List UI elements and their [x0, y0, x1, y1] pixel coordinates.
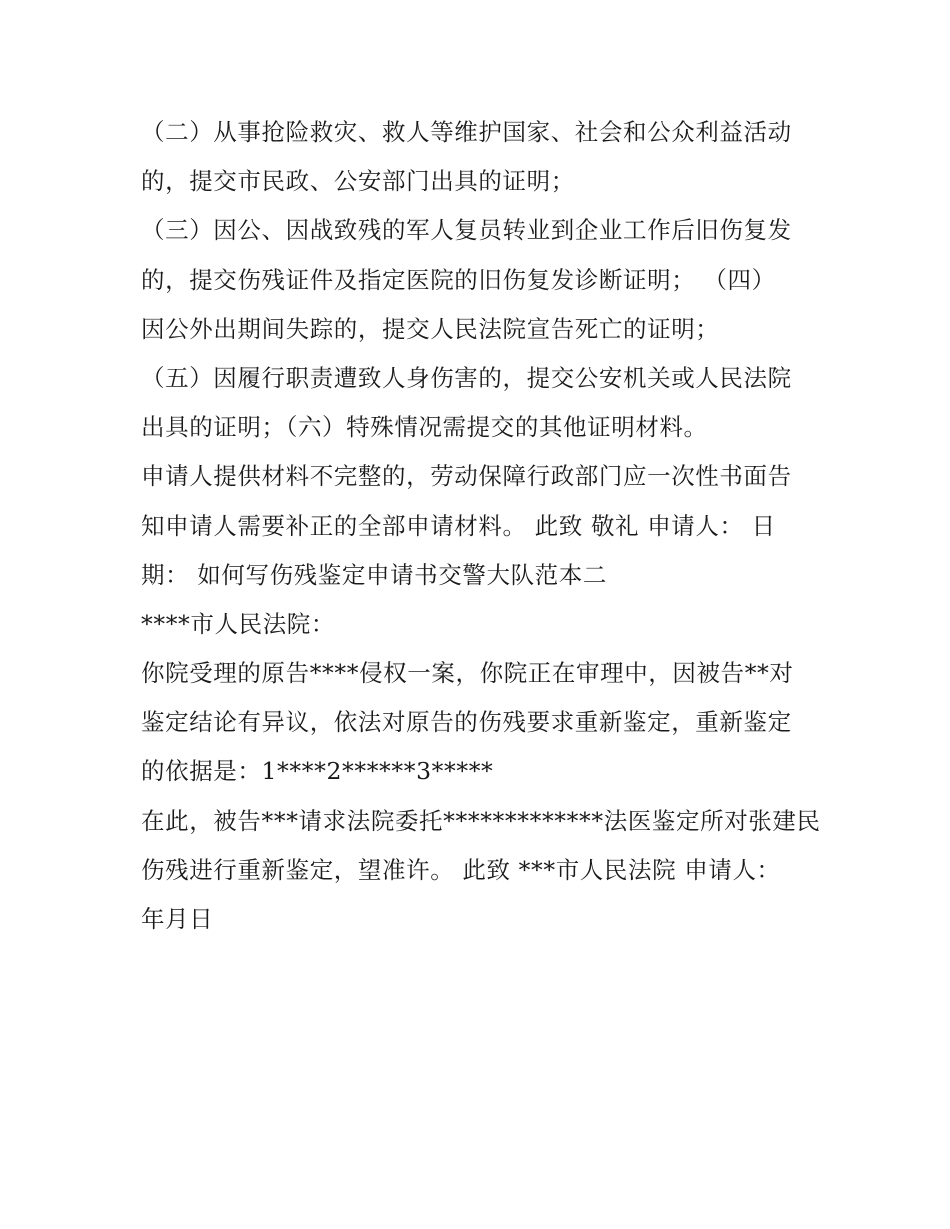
text-line: 出具的证明；（六）特殊情况需提交的其他证明材料。 — [141, 413, 708, 442]
text-line: （三）因公、因战致残的军人复员转业到企业工作后旧伤复发 — [141, 216, 792, 245]
text-line: 在此，被告***请求法院委托*************法医鉴定所对张建民 — [141, 806, 821, 835]
document-body — [141, 108, 831, 944]
text-line: 的，提交伤残证件及指定医院的旧伤复发诊断证明； （四） — [141, 265, 776, 294]
text-line: 申请人提供材料不完整的，劳动保障行政部门应一次性书面告 — [141, 462, 792, 491]
text-line: （二）从事抢险救灾、救人等维护国家、社会和公众利益活动 — [141, 118, 792, 146]
text-line: 你院受理的原告****侵权一案，你院正在审理中，因被告**对 — [141, 659, 794, 688]
text-line: 期： 如何写伤残鉴定申请书交警大队范本二 — [141, 560, 607, 589]
text-line: 的，提交市民政、公安部门出具的证明； — [141, 167, 575, 196]
text-line: 伤残进行重新鉴定，望准许。 此致 ***市人民法院 申请人： — [141, 855, 781, 884]
text-line: （五）因履行职责遭致人身伤害的，提交公安机关或人民法院 — [141, 363, 792, 392]
text-line: ****市人民法院： — [141, 609, 335, 638]
text-line: 鉴定结论有异议，依法对原告的伤残要求重新鉴定，重新鉴定 — [141, 708, 792, 737]
text-line: 的依据是：1****2******3***** — [141, 757, 494, 786]
text-line: 因公外出期间失踪的，提交人民法院宣告死亡的证明； — [141, 314, 720, 343]
text-line: 知申请人需要补正的全部申请材料。 此致 敬礼 申请人： 日 — [141, 511, 776, 540]
text-line: 年月日 — [141, 905, 214, 933]
